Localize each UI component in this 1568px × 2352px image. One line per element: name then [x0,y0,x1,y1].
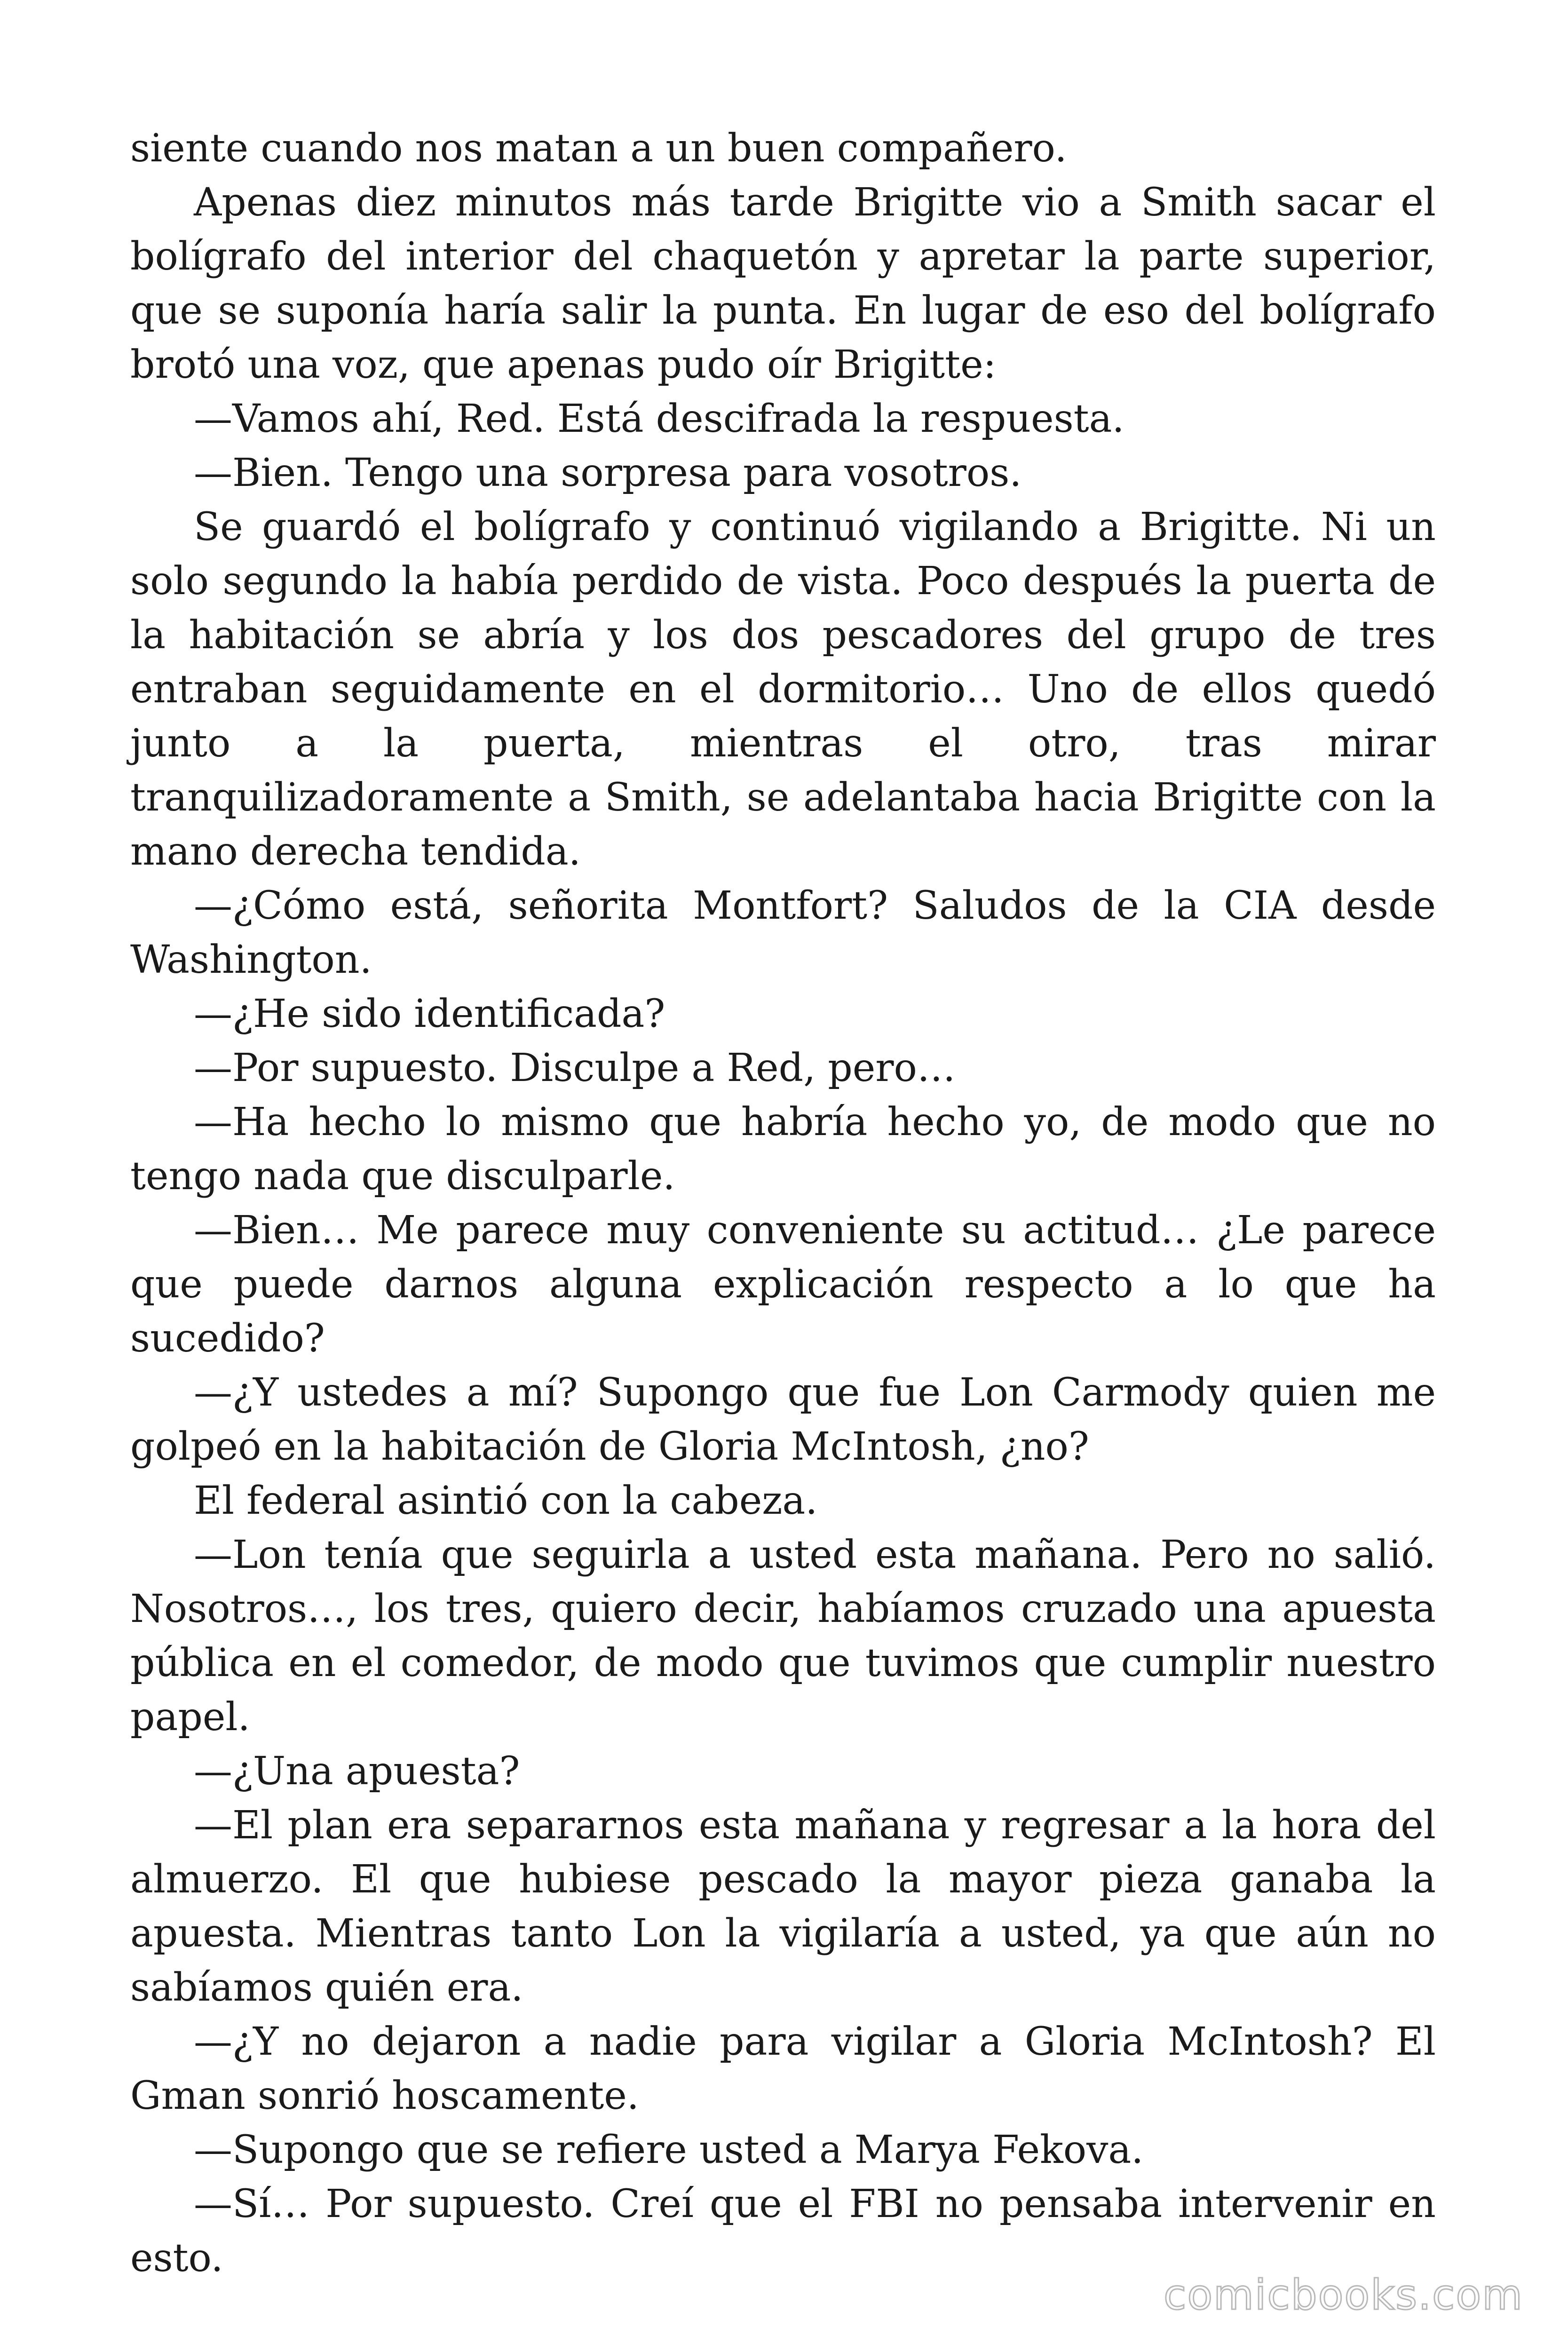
paragraph: —¿Y no dejaron a nadie para vigilar a Gloria McIntosh? El Gman sonrió hoscamente. [130,2019,1436,2118]
paragraph: El federal asintió con la cabeza. [194,1478,818,1523]
paragraph: —¿Y ustedes a mí? Supongo que fue Lon Carmody quien me golpeó en la habitación de Gloria McIntosh, ¿no? [130,1370,1436,1469]
body-text [130,121,1436,2285]
paragraph: Se guardó el bolígrafo y continuó vigilando a Brigitte. Ni un solo segundo la había perdido de vista. Poco después la puerta de la habitación se abría y los dos pescadores del grupo de tres entraban seguidamente en el dormitorio… Uno de ellos quedó junto a la puerta, mientras el otro, tras mirar tranquilizadoramente a Smith, se adelantaba hacia Brigitte con la mano derecha tendida. [130,505,1436,874]
paragraph: —¿He sido identificada? [194,992,665,1036]
paragraph: —Lon tenía que seguirla a usted esta mañana. Pero no salió. Nosotros…, los tres, quiero decir, habíamos cruzado una apuesta pública en el comedor, de modo que tuvimos que cumplir nuestro papel. [130,1533,1436,1740]
paragraph: —Bien… Me parece muy conveniente su actitud… ¿Le parece que puede darnos alguna explicación respecto a lo que ha sucedido? [130,1208,1436,1361]
paragraph: —¿Cómo está, señorita Montfort? Saludos de la CIA desde Washington. [130,883,1436,982]
paragraph: —El plan era separarnos esta mañana y regresar a la hora del almuerzo. El que hubiese pescado la mayor pieza ganaba la apuesta. Mientras tanto Lon la vigilaría a usted, ya que aún no sabíamos quién era. [130,1803,1436,2010]
paragraph: —Bien. Tengo una sorpresa para vosotros. [194,451,1022,495]
paragraph: —Por supuesto. Disculpe a Red, pero… [194,1046,956,1090]
paragraph: —Supongo que se refiere usted a Marya Fekova. [194,2128,1144,2172]
paragraph: —Vamos ahí, Red. Está descifrada la respuesta. [194,397,1125,441]
paragraph: —¿Una apuesta? [194,1749,520,1794]
paragraph: —Sí… Por supuesto. Creí que el FBI no pensaba intervenir en esto. [130,2182,1436,2280]
paragraph: —Ha hecho lo mismo que habría hecho yo, de modo que no tengo nada que disculparle. [130,1100,1436,1199]
paragraph: siente cuando nos matan a un buen compañero. [130,126,1067,171]
watermark: comicbooks.com [1163,2271,1523,2319]
paragraph: Apenas diez minutos más tarde Brigitte vio a Smith sacar el bolígrafo del interior del chaquetón y apretar la parte superior, que se suponía haría salir la punta. En lugar de eso del bolígrafo brotó una voz, que apenas pudo oír Brigitte: [130,180,1436,387]
